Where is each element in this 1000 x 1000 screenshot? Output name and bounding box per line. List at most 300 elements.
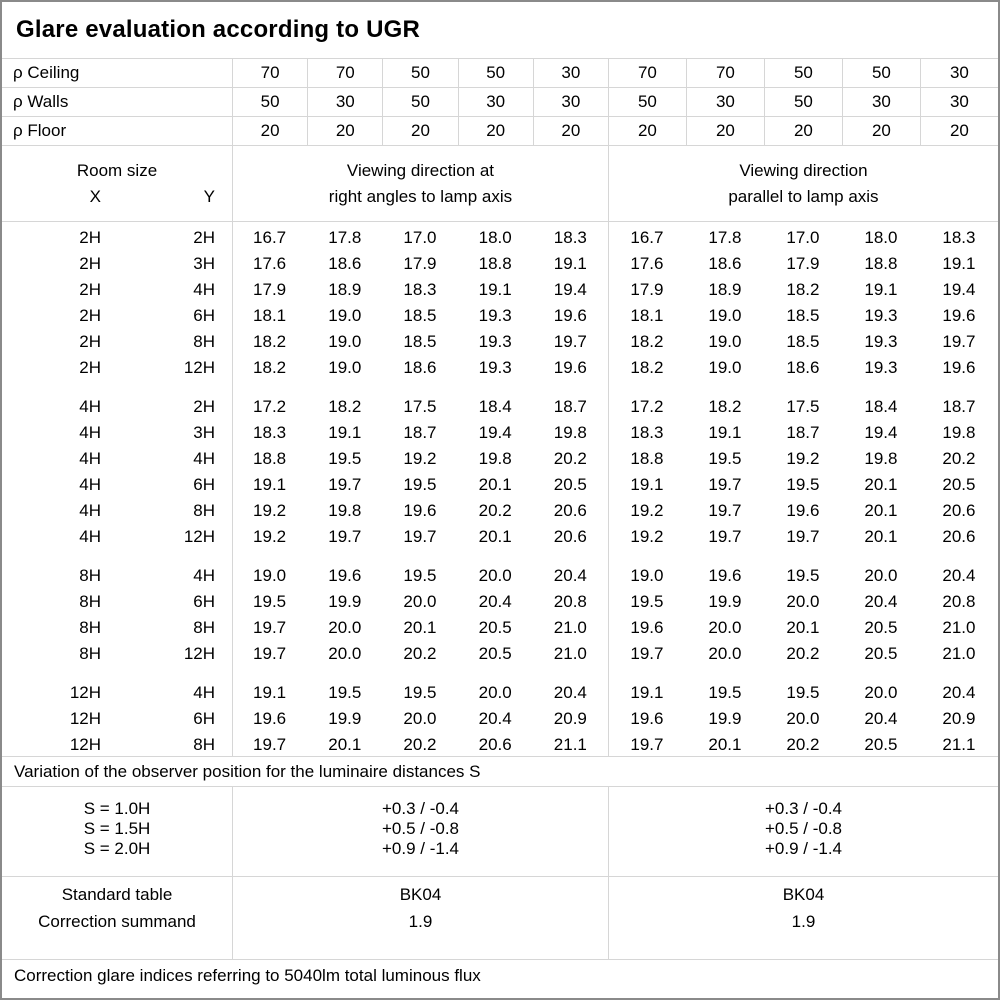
ugr-value: 17.9: [786, 254, 820, 273]
ugr-value: 20.0: [403, 709, 437, 728]
ugr-value: 18.8: [478, 254, 512, 273]
ugr-value: 20.1: [864, 475, 898, 494]
spacing-section: [2, 787, 998, 877]
ugr-value: 19.7: [253, 618, 287, 637]
reflectance-value: 20: [232, 117, 307, 145]
room-size-x: 12H: [69, 735, 101, 754]
ugr-value: 19.5: [328, 449, 362, 468]
ugr-value: 17.2: [630, 397, 664, 416]
ugr-value: 19.5: [403, 475, 437, 494]
ugr-value: 20.2: [786, 644, 820, 663]
title-row: [2, 2, 998, 59]
ugr-value: 18.9: [708, 280, 742, 299]
correction-summand-value: 1.9: [791, 912, 816, 931]
ugr-value: 19.8: [553, 423, 587, 442]
reflectance-value: 20: [920, 117, 998, 145]
ugr-value: 18.7: [942, 397, 976, 416]
xy-header-row: [2, 184, 232, 210]
ugr-value: 20.5: [942, 475, 976, 494]
ugr-value: 20.4: [864, 709, 898, 728]
ugr-value: 19.5: [253, 592, 287, 611]
reflectance-value: 50: [458, 59, 533, 87]
ugr-value: 19.6: [403, 501, 437, 520]
ugr-value: 18.6: [786, 358, 820, 377]
ugr-value: 17.6: [630, 254, 664, 273]
ugr-value: 19.9: [708, 709, 742, 728]
spacing-value: +0.3 / -0.4: [381, 799, 460, 818]
ugr-value: 18.3: [253, 423, 287, 442]
ugr-value: 20.1: [708, 735, 742, 754]
ugr-value: 18.2: [328, 397, 362, 416]
ugr-value: 19.1: [708, 423, 742, 442]
spacing-value: +0.3 / -0.4: [764, 799, 843, 818]
ugr-value: 17.5: [786, 397, 820, 416]
table-row: [2, 420, 998, 446]
ugr-value: 20.6: [553, 501, 587, 520]
ugr-value: 18.7: [403, 423, 437, 442]
table-row: [2, 329, 998, 355]
ugr-value: 19.8: [942, 423, 976, 442]
room-size-y: 2H: [193, 228, 215, 247]
correction-summand-label: Correction summand: [38, 912, 196, 931]
room-size-y: 3H: [193, 423, 215, 442]
reflectance-value: 20: [686, 117, 764, 145]
ugr-value: 18.6: [403, 358, 437, 377]
reflectance-value: 30: [920, 88, 998, 116]
table-row: [2, 303, 998, 329]
ugr-value: 20.4: [864, 592, 898, 611]
ugr-value: 18.5: [403, 332, 437, 351]
y-column-header: Y: [203, 186, 215, 206]
ugr-value: 19.8: [864, 449, 898, 468]
group-divider: [608, 222, 609, 756]
room-size-x: 8H: [79, 618, 101, 637]
spacing-labels: [2, 787, 232, 876]
reflectance-value: 70: [608, 59, 686, 87]
ugr-value: 18.4: [478, 397, 512, 416]
ugr-value: 20.8: [553, 592, 587, 611]
ugr-value: 20.6: [942, 501, 976, 520]
room-size-y: 6H: [193, 475, 215, 494]
ugr-value: 20.0: [786, 709, 820, 728]
reflectance-value: 20: [533, 117, 608, 145]
room-size-x: 8H: [79, 644, 101, 663]
ugr-value: 19.6: [708, 566, 742, 585]
ugr-value: 19.5: [630, 592, 664, 611]
ugr-value: 20.0: [478, 566, 512, 585]
ugr-value: 18.2: [630, 332, 664, 351]
ugr-value: 19.3: [478, 358, 512, 377]
room-size-y: 4H: [193, 566, 215, 585]
ugr-value: 19.0: [328, 306, 362, 325]
ugr-value: 19.6: [942, 306, 976, 325]
ugr-value: 20.4: [478, 709, 512, 728]
ugr-value: 20.1: [786, 618, 820, 637]
table-row: [2, 589, 998, 615]
ugr-value: 18.2: [253, 358, 287, 377]
table-row: [2, 498, 998, 524]
ugr-value: 19.5: [786, 566, 820, 585]
reflectance-value: 30: [686, 88, 764, 116]
ugr-value: 17.9: [253, 280, 287, 299]
ugr-value: 19.6: [786, 501, 820, 520]
room-size-x: 2H: [79, 358, 101, 377]
room-size-y: 6H: [193, 709, 215, 728]
ugr-value: 20.5: [864, 644, 898, 663]
ugr-value: 20.2: [403, 735, 437, 754]
reflectance-value: 30: [533, 59, 608, 87]
ugr-value: 18.0: [478, 228, 512, 247]
reflectance-value: 30: [533, 88, 608, 116]
table-row: [2, 355, 998, 381]
ugr-value: 19.5: [708, 449, 742, 468]
ugr-value: 21.0: [942, 644, 976, 663]
ugr-value: 18.5: [786, 332, 820, 351]
footer-note: Correction glare indices referring to 5040lm total luminous flux: [14, 966, 481, 985]
reflectance-value: 20: [382, 117, 457, 145]
spacing-value: +0.9 / -1.4: [764, 839, 843, 858]
ugr-value: 19.1: [630, 475, 664, 494]
ugr-value: 19.0: [328, 358, 362, 377]
ugr-value: 19.9: [328, 709, 362, 728]
ugr-value: 20.1: [478, 527, 512, 546]
ugr-value: 19.3: [864, 306, 898, 325]
ugr-value: 20.0: [708, 644, 742, 663]
room-size-x: 2H: [79, 332, 101, 351]
room-size-y: 4H: [193, 280, 215, 299]
table-row: [2, 225, 998, 251]
room-size-y: 2H: [193, 397, 215, 416]
table-row: [2, 394, 998, 420]
ugr-value: 19.5: [403, 566, 437, 585]
room-size-x: 8H: [79, 592, 101, 611]
ugr-value: 20.0: [403, 592, 437, 611]
ugr-value: 18.8: [253, 449, 287, 468]
ugr-value: 19.0: [253, 566, 287, 585]
table-row: [2, 680, 998, 706]
reflectance-value: 70: [686, 59, 764, 87]
reflectance-value: 20: [608, 117, 686, 145]
ugr-value: 18.5: [786, 306, 820, 325]
ugr-value: 18.4: [864, 397, 898, 416]
room-size-y: 3H: [193, 254, 215, 273]
ugr-value: 18.1: [630, 306, 664, 325]
ugr-value: 18.5: [403, 306, 437, 325]
ugr-value: 17.6: [253, 254, 287, 273]
room-size-y: 12H: [183, 527, 215, 546]
ugr-value: 19.4: [864, 423, 898, 442]
ugr-value: 19.3: [864, 332, 898, 351]
reflectance-value: 50: [232, 88, 307, 116]
ugr-value: 19.4: [942, 280, 976, 299]
ugr-value: 19.1: [630, 683, 664, 702]
ugr-value: 19.7: [253, 735, 287, 754]
ugr-value: 20.4: [478, 592, 512, 611]
reflectance-value: 30: [920, 59, 998, 87]
ugr-value: 20.0: [328, 618, 362, 637]
ugr-value: 20.5: [553, 475, 587, 494]
room-size-x: 12H: [69, 683, 101, 702]
ugr-value: 19.5: [328, 683, 362, 702]
table-row: [2, 563, 998, 589]
table-row: [2, 251, 998, 277]
ugr-value: 20.1: [864, 501, 898, 520]
room-size-y: 8H: [193, 735, 215, 754]
standard-table-labels: [2, 877, 232, 959]
ugr-value: 19.5: [786, 475, 820, 494]
room-size-x: 2H: [79, 254, 101, 273]
row-block: [2, 680, 998, 757]
group-header-line: parallel to lamp axis: [728, 186, 879, 206]
ugr-value: 20.6: [942, 527, 976, 546]
ugr-value: 19.1: [253, 475, 287, 494]
ugr-value: 21.1: [553, 735, 587, 754]
table-row: [2, 641, 998, 667]
correction-summand-value: 1.9: [408, 912, 433, 931]
room-size-y: 12H: [183, 644, 215, 663]
ugr-value: 18.1: [253, 306, 287, 325]
ugr-value: 20.0: [786, 592, 820, 611]
ugr-value: 20.0: [478, 683, 512, 702]
ugr-value: 20.2: [553, 449, 587, 468]
ugr-value: 19.5: [708, 683, 742, 702]
ugr-value: 19.7: [708, 501, 742, 520]
ugr-value: 20.9: [553, 709, 587, 728]
spacing-value: +0.9 / -1.4: [381, 839, 460, 858]
ugr-value: 20.4: [553, 683, 587, 702]
reflectance-value: 20: [842, 117, 920, 145]
ugr-value: 19.0: [708, 332, 742, 351]
reflectance-value: 20: [458, 117, 533, 145]
ugr-value: 19.2: [630, 501, 664, 520]
table-row: [2, 732, 998, 757]
ugr-value: 18.7: [553, 397, 587, 416]
standard-table-value: BK04: [399, 885, 442, 904]
ugr-value: 19.7: [328, 527, 362, 546]
ugr-value: 20.5: [864, 618, 898, 637]
ugr-value: 21.1: [942, 735, 976, 754]
spacing-values-right-angles: [232, 787, 608, 876]
ugr-value: 20.6: [478, 735, 512, 754]
reflectance-label: ρ Floor: [13, 121, 67, 140]
ugr-value: 19.7: [553, 332, 587, 351]
ugr-value: 19.7: [403, 527, 437, 546]
ugr-value: 21.0: [553, 644, 587, 663]
table-row: [2, 524, 998, 550]
group-header-parallel: [608, 146, 998, 221]
room-size-x: 4H: [79, 527, 101, 546]
ugr-value: 18.3: [403, 280, 437, 299]
ugr-value: 19.6: [553, 358, 587, 377]
room-size-y: 12H: [183, 358, 215, 377]
ugr-value: 18.3: [942, 228, 976, 247]
ugr-value: 20.4: [553, 566, 587, 585]
ugr-data-area: [2, 222, 998, 757]
room-size-x: 4H: [79, 475, 101, 494]
reflectance-value: 30: [458, 88, 533, 116]
room-size-x: 2H: [79, 228, 101, 247]
ugr-value: 19.9: [708, 592, 742, 611]
ugr-value: 19.0: [708, 358, 742, 377]
room-size-x: 4H: [79, 397, 101, 416]
spacing-value: +0.5 / -0.8: [764, 819, 843, 838]
ugr-value: 19.2: [253, 501, 287, 520]
ugr-value: 17.2: [253, 397, 287, 416]
spacing-label: S = 2.0H: [83, 839, 151, 858]
ugr-value: 19.0: [328, 332, 362, 351]
room-size-x: 8H: [79, 566, 101, 585]
spacing-label: S = 1.5H: [83, 819, 151, 838]
ugr-value: 18.2: [630, 358, 664, 377]
reflectance-value: 50: [608, 88, 686, 116]
reflectance-value: 50: [764, 88, 842, 116]
ugr-value: 19.9: [328, 592, 362, 611]
reflectance-value: 50: [382, 59, 457, 87]
column-divider: [232, 222, 233, 756]
reflectance-value: 50: [842, 59, 920, 87]
ugr-value: 19.7: [328, 475, 362, 494]
standard-table-value: BK04: [782, 885, 825, 904]
row-block: [2, 563, 998, 667]
ugr-value: 19.4: [553, 280, 587, 299]
variation-note-row: [2, 757, 998, 787]
ugr-value: 20.0: [864, 683, 898, 702]
ugr-value: 20.5: [864, 735, 898, 754]
table-row: [2, 472, 998, 498]
ugr-value: 19.7: [786, 527, 820, 546]
ugr-value: 18.7: [786, 423, 820, 442]
ugr-value: 19.5: [786, 683, 820, 702]
standard-table-values-right-angles: [232, 877, 608, 959]
standard-table-values-parallel: [608, 877, 998, 959]
ugr-value: 18.2: [786, 280, 820, 299]
ugr-value: 19.7: [630, 735, 664, 754]
ugr-value: 20.9: [942, 709, 976, 728]
group-header-line: right angles to lamp axis: [328, 186, 513, 206]
ugr-value: 16.7: [630, 228, 664, 247]
x-column-header: X: [89, 186, 101, 206]
ugr-value: 19.2: [403, 449, 437, 468]
footer-row: [2, 960, 998, 998]
ugr-value: 19.0: [708, 306, 742, 325]
ugr-value: 21.0: [942, 618, 976, 637]
room-size-label: Room size: [76, 160, 158, 180]
page-title: Glare evaluation according to UGR: [16, 16, 421, 43]
ugr-value: 17.8: [708, 228, 742, 247]
ugr-value: 19.7: [942, 332, 976, 351]
ugr-value: 17.0: [403, 228, 437, 247]
ugr-value: 20.2: [942, 449, 976, 468]
ugr-value: 20.0: [328, 644, 362, 663]
ugr-value: 18.3: [553, 228, 587, 247]
ugr-value: 20.2: [478, 501, 512, 520]
ugr-value: 18.8: [864, 254, 898, 273]
ugr-value: 21.0: [553, 618, 587, 637]
ugr-value: 20.5: [478, 644, 512, 663]
ugr-value: 20.6: [553, 527, 587, 546]
reflectance-value: 50: [764, 59, 842, 87]
ugr-value: 19.2: [253, 527, 287, 546]
ugr-value: 18.2: [708, 397, 742, 416]
ugr-value: 19.2: [786, 449, 820, 468]
reflectance-value: 70: [232, 59, 307, 87]
ugr-value: 18.6: [328, 254, 362, 273]
ugr-value: 18.9: [328, 280, 362, 299]
ugr-value: 16.7: [253, 228, 287, 247]
ugr-value: 20.1: [864, 527, 898, 546]
ugr-value: 20.4: [942, 683, 976, 702]
table-row: [2, 615, 998, 641]
ugr-value: 17.5: [403, 397, 437, 416]
ugr-value: 20.8: [942, 592, 976, 611]
room-size-x: 2H: [79, 306, 101, 325]
ugr-value: 20.1: [403, 618, 437, 637]
ugr-value: 19.1: [328, 423, 362, 442]
room-size-y: 6H: [193, 306, 215, 325]
group-header-line: Viewing direction at: [346, 160, 495, 180]
ugr-value: 19.6: [630, 618, 664, 637]
standard-table-section: [2, 877, 998, 960]
ugr-value: 19.1: [553, 254, 587, 273]
ugr-value: 19.1: [253, 683, 287, 702]
row-block: [2, 225, 998, 381]
room-size-x: 4H: [79, 449, 101, 468]
reflectance-label: ρ Walls: [13, 92, 69, 111]
room-size-header: [2, 146, 232, 221]
ugr-value: 19.7: [708, 475, 742, 494]
reflectance-rows: [2, 59, 998, 146]
ugr-value: 17.0: [786, 228, 820, 247]
ugr-value: 19.5: [403, 683, 437, 702]
variation-note: Variation of the observer position for the luminaire distances S: [14, 761, 481, 781]
ugr-value: 19.8: [328, 501, 362, 520]
reflectance-value: 70: [307, 59, 382, 87]
ugr-value: 19.3: [864, 358, 898, 377]
ugr-value: 20.0: [864, 566, 898, 585]
row-block: [2, 394, 998, 550]
reflectance-label: ρ Ceiling: [13, 63, 80, 82]
group-header-line: Viewing direction: [739, 160, 868, 180]
ugr-value: 20.2: [786, 735, 820, 754]
ugr-value: 19.0: [630, 566, 664, 585]
reflectance-row: [2, 59, 998, 88]
reflectance-value: 50: [382, 88, 457, 116]
room-size-x: 4H: [79, 423, 101, 442]
table-row: [2, 446, 998, 472]
group-header-right-angles: [232, 146, 608, 221]
ugr-value: 19.3: [478, 306, 512, 325]
spacing-value: +0.5 / -0.8: [381, 819, 460, 838]
ugr-value: 19.6: [328, 566, 362, 585]
reflectance-value: 20: [764, 117, 842, 145]
ugr-value: 19.6: [253, 709, 287, 728]
ugr-value: 18.6: [708, 254, 742, 273]
ugr-value: 19.7: [708, 527, 742, 546]
standard-table-label: Standard table: [61, 885, 173, 904]
ugr-value: 19.6: [630, 709, 664, 728]
ugr-value: 20.4: [942, 566, 976, 585]
ugr-value: 19.4: [478, 423, 512, 442]
table-header-row: [2, 146, 998, 222]
ugr-value: 18.2: [253, 332, 287, 351]
room-size-x: 2H: [79, 280, 101, 299]
ugr-value: 20.1: [328, 735, 362, 754]
ugr-value: 20.2: [403, 644, 437, 663]
room-size-y: 8H: [193, 618, 215, 637]
reflectance-row: [2, 88, 998, 117]
ugr-value: 19.7: [253, 644, 287, 663]
table-row: [2, 277, 998, 303]
